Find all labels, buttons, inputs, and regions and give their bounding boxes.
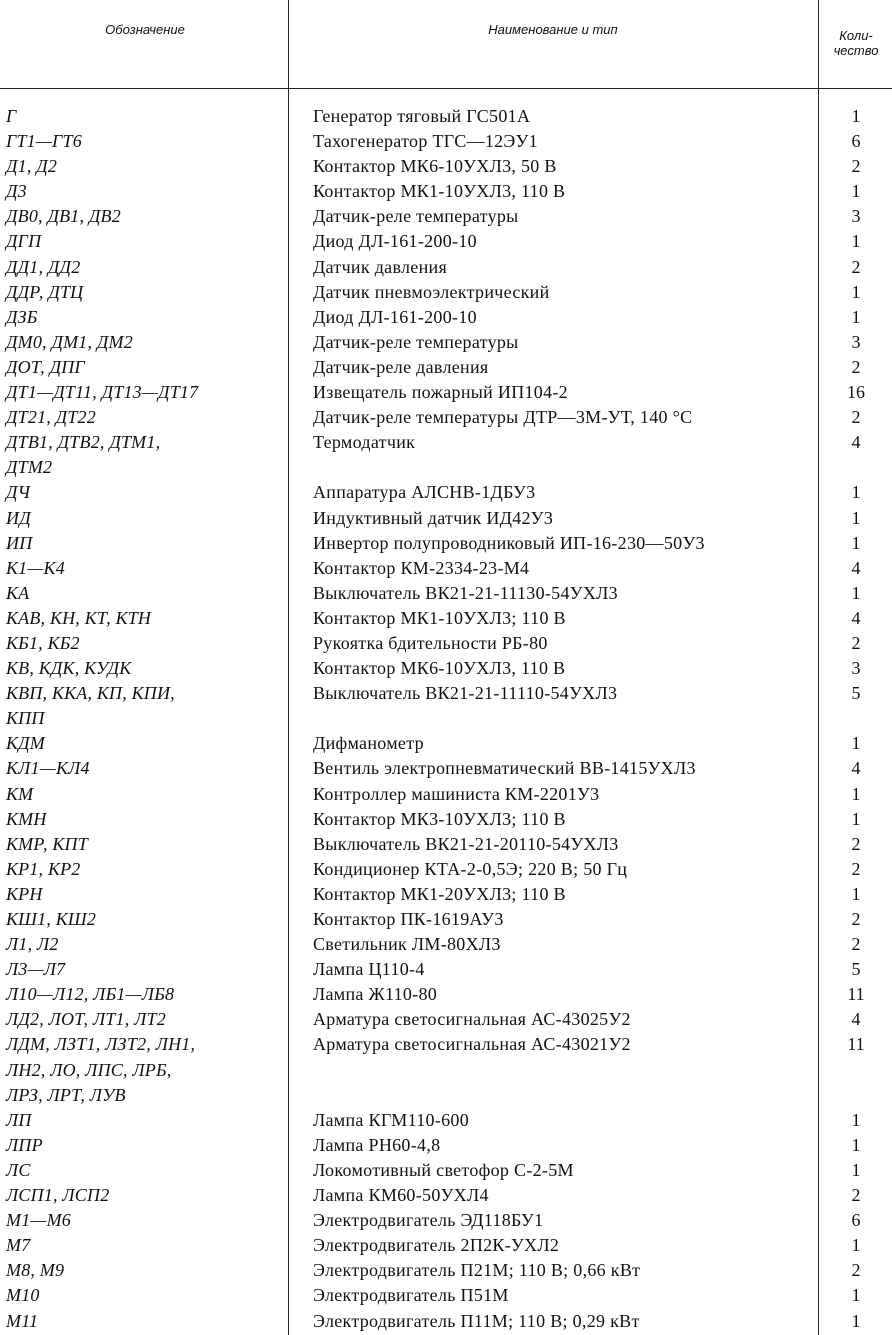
table-row (0, 405, 892, 430)
name-type-cell: Датчик пневмоэлектрический (313, 281, 550, 302)
quantity-cell: 1 (851, 883, 861, 904)
quantity-cell: 11 (847, 984, 865, 1005)
name-type-cell: Выключатель ВК21-21-11110-54УХЛ3 (313, 683, 618, 704)
designation-cell: КМ (6, 783, 34, 804)
designation-cell: ДВ0, ДВ1, ДВ2 (6, 206, 121, 227)
table-row (0, 355, 892, 380)
name-type-cell: Датчик-реле температуры (313, 206, 519, 227)
table-row (0, 531, 892, 556)
name-type-cell: Инвертор полупроводниковый ИП-16-230—50У3 (313, 532, 705, 553)
designation-cell: КМН (6, 808, 47, 829)
quantity-cell: 4 (851, 758, 861, 779)
designation-cell: ДТ1—ДТ11, ДТ13—ДТ17 (6, 382, 199, 403)
name-type-cell: Контактор МК1-20УХЛ3; 110 В (313, 883, 566, 904)
designation-cell: ДЧ (6, 482, 31, 503)
designation-cell: М11 (6, 1310, 39, 1331)
designation-cell: ДТВ1, ДТВ2, ДТМ1, ДТМ2 (6, 432, 161, 478)
designation-cell: ГТ1—ГТ6 (6, 131, 82, 152)
table-row (0, 104, 892, 129)
designation-cell: ЛС (6, 1159, 31, 1180)
table-row (0, 1032, 892, 1107)
table-row (0, 556, 892, 581)
table-row (0, 882, 892, 907)
table-row (0, 129, 892, 154)
designation-cell: КМР, КПТ (6, 833, 88, 854)
table-row (0, 957, 892, 982)
designation-cell: ДГП (6, 231, 42, 252)
designation-cell: ИП (6, 532, 33, 553)
header-code: Обозначение (105, 22, 185, 37)
name-type-cell: Датчик-реле давления (313, 356, 489, 377)
table-row (0, 1158, 892, 1183)
header-divider (0, 88, 892, 89)
quantity-cell: 4 (851, 557, 861, 578)
quantity-cell: 2 (851, 632, 861, 653)
designation-cell: КР1, КР2 (6, 858, 81, 879)
table-row (0, 581, 892, 606)
designation-cell: М10 (6, 1285, 40, 1306)
quantity-cell: 1 (851, 1134, 861, 1155)
name-type-cell: Лампа КГМ110-600 (313, 1109, 470, 1130)
table-row (0, 179, 892, 204)
name-type-cell: Электродвигатель ЭД118БУ1 (313, 1210, 544, 1231)
designation-cell: ЛДМ, ЛЗТ1, ЛЗТ2, ЛН1, ЛН2, ЛО, ЛПС, ЛРБ, ЛРЗ, ЛРТ, ЛУВ (6, 1034, 196, 1105)
name-type-cell: Контактор МК1-10УХЛ3; 110 В (313, 607, 566, 628)
quantity-cell: 11 (847, 1034, 865, 1055)
name-type-cell: Рукоятка бдительности РБ-80 (313, 632, 548, 653)
name-type-cell: Лампа РН60-4,8 (313, 1134, 441, 1155)
designation-cell: КРН (6, 883, 43, 904)
name-type-cell: Лампа Ц110-4 (313, 959, 425, 980)
quantity-cell: 1 (851, 306, 861, 327)
table-row (0, 1208, 892, 1233)
table-row (0, 330, 892, 355)
table-row (0, 731, 892, 756)
designation-cell: Д1, Д2 (6, 156, 58, 177)
designation-cell: КШ1, КШ2 (6, 909, 97, 929)
table-row (0, 1309, 892, 1334)
name-type-cell: Вентиль электропневматический ВВ-1415УХЛ3 (313, 758, 696, 779)
quantity-cell: 5 (851, 683, 861, 704)
table-row (0, 229, 892, 254)
designation-cell: Д3 (6, 181, 27, 202)
table-row (0, 480, 892, 505)
designation-cell: ЛП (6, 1109, 32, 1130)
designation-cell: Г (6, 106, 17, 126)
name-type-cell: Тахогенератор ТГС—12ЭУ1 (313, 131, 538, 152)
quantity-cell: 1 (851, 507, 861, 528)
designation-cell: КАВ, КН, КТ, КТН (6, 607, 152, 628)
quantity-cell: 2 (851, 356, 861, 377)
name-type-cell: Контроллер машиниста КМ-2201У3 (313, 783, 600, 804)
designation-cell: ДМ0, ДМ1, ДМ2 (6, 331, 133, 352)
table-row (0, 1007, 892, 1032)
quantity-cell: 2 (851, 909, 861, 929)
name-type-cell: Аппаратура АЛСНВ-1ДБУ3 (313, 482, 536, 503)
name-type-cell: Выключатель ВК21-21-11130-54УХЛ3 (313, 582, 618, 603)
designation-cell: КЛ1—КЛ4 (6, 758, 90, 779)
name-type-cell: Контактор МК6-10УХЛ3, 110 В (313, 658, 566, 679)
table-row (0, 606, 892, 631)
table-row (0, 807, 892, 832)
designation-cell: Л10—Л12, ЛБ1—ЛБ8 (6, 984, 175, 1005)
table-row (0, 1108, 892, 1133)
table-row (0, 305, 892, 330)
quantity-cell: 1 (851, 281, 861, 302)
designation-cell: КДМ (6, 733, 45, 754)
table-row (0, 1183, 892, 1208)
table-row (0, 255, 892, 280)
quantity-cell: 1 (851, 1109, 861, 1130)
designation-cell: КВ, КДК, КУДК (6, 658, 132, 679)
quantity-cell: 2 (851, 256, 861, 277)
designation-cell: ЛСП1, ЛСП2 (6, 1185, 110, 1206)
quantity-cell: 1 (851, 532, 861, 553)
designation-cell: ИД (6, 507, 31, 528)
quantity-cell: 2 (851, 1185, 861, 1206)
designation-cell: К1—К4 (6, 557, 65, 578)
name-type-cell: Датчик-реле температуры (313, 331, 519, 352)
name-type-cell: Извещатель пожарный ИП104-2 (313, 382, 568, 403)
table-body (0, 104, 892, 1334)
designation-cell: КВП, ККА, КП, КПИ, КПП (6, 683, 175, 729)
name-type-cell: Электродвигатель П21М; 110 В; 0,66 кВт (313, 1260, 641, 1281)
name-type-cell: Диод ДЛ-161-200-10 (313, 306, 477, 327)
quantity-cell: 4 (851, 432, 861, 453)
table-row (0, 506, 892, 531)
name-type-cell: Индуктивный датчик ИД42У3 (313, 507, 554, 528)
name-type-cell: Контактор ПК-1619АУ3 (313, 909, 504, 929)
quantity-cell: 3 (851, 206, 861, 227)
quantity-cell: 5 (851, 959, 861, 980)
table-row (0, 1233, 892, 1258)
quantity-cell: 1 (851, 733, 861, 754)
table-row (0, 982, 892, 1007)
name-type-cell: Дифманометр (313, 733, 424, 754)
name-type-cell: Контактор МК6-10УХЛ3, 50 В (313, 156, 557, 177)
table-row (0, 932, 892, 957)
quantity-cell: 4 (851, 607, 861, 628)
name-type-cell: Контактор КМ-2334-23-М4 (313, 557, 530, 578)
quantity-cell: 1 (851, 1285, 861, 1306)
table-row (0, 280, 892, 305)
quantity-cell: 1 (851, 783, 861, 804)
table-row (0, 1283, 892, 1308)
quantity-cell: 1 (851, 482, 861, 503)
designation-cell: Л1, Л2 (6, 934, 59, 955)
table-row (0, 782, 892, 807)
designation-cell: М1—М6 (6, 1210, 71, 1231)
quantity-cell: 1 (851, 106, 861, 126)
name-type-cell: Генератор тяговый ГС501А (313, 106, 531, 126)
name-type-cell: Датчик давления (313, 256, 448, 277)
name-type-cell: Датчик-реле температуры ДТР—3М-УТ, 140 °С (313, 407, 693, 428)
designation-cell: ЛД2, ЛОТ, ЛТ1, ЛТ2 (6, 1009, 166, 1030)
name-type-cell: Диод ДЛ-161-200-10 (313, 231, 477, 252)
name-type-cell: Термодатчик (313, 432, 416, 453)
table-row (0, 204, 892, 229)
designation-cell: ДЗБ (6, 306, 38, 327)
designation-cell: ДДР, ДТЦ (6, 281, 84, 302)
quantity-cell: 2 (851, 1260, 861, 1281)
header-qty: Коли- чество (833, 28, 879, 58)
table-row (0, 380, 892, 405)
quantity-cell: 6 (851, 1210, 861, 1231)
name-type-cell: Выключатель ВК21-21-20110-54УХЛ3 (313, 833, 619, 854)
table-row (0, 681, 892, 731)
table-row (0, 430, 892, 480)
name-type-cell: Арматура светосигнальная АС-43021У2 (313, 1034, 631, 1055)
table-row (0, 631, 892, 656)
name-type-cell: Контактор МК3-10УХЛ3; 110 В (313, 808, 566, 829)
table-row (0, 1258, 892, 1283)
quantity-cell: 1 (851, 1235, 861, 1256)
table-row (0, 154, 892, 179)
quantity-cell: 1 (851, 181, 861, 202)
name-type-cell: Лампа Ж110-80 (313, 984, 438, 1005)
quantity-cell: 1 (851, 231, 861, 252)
quantity-cell: 2 (851, 858, 861, 879)
designation-cell: КБ1, КБ2 (6, 632, 80, 653)
name-type-cell: Электродвигатель П11М; 110 В; 0,29 кВт (313, 1310, 640, 1331)
quantity-cell: 1 (851, 808, 861, 829)
quantity-cell: 2 (851, 156, 861, 177)
quantity-cell: 1 (851, 1159, 861, 1180)
quantity-cell: 2 (851, 934, 861, 955)
quantity-cell: 2 (851, 407, 861, 428)
header-name: Наименование и тип (488, 22, 618, 37)
designation-cell: ДД1, ДД2 (6, 256, 81, 277)
table-row (0, 756, 892, 781)
designation-cell: КА (6, 582, 30, 603)
name-type-cell: Локомотивный светофор С-2-5М (313, 1159, 574, 1180)
designation-cell: М7 (6, 1235, 31, 1256)
table-row (0, 832, 892, 857)
name-type-cell: Арматура светосигнальная АС-43025У2 (313, 1009, 631, 1030)
table-row (0, 656, 892, 681)
name-type-cell: Светильник ЛМ-80ХЛ3 (313, 934, 501, 955)
quantity-cell: 4 (851, 1009, 861, 1030)
designation-cell: ДТ21, ДТ22 (6, 407, 96, 428)
quantity-cell: 6 (851, 131, 861, 152)
quantity-cell: 1 (851, 582, 861, 603)
quantity-cell: 3 (851, 658, 861, 679)
name-type-cell: Электродвигатель 2П2К-УХЛ2 (313, 1235, 560, 1256)
designation-cell: Л3—Л7 (6, 959, 66, 980)
quantity-cell: 2 (851, 833, 861, 854)
designation-cell: М8, М9 (6, 1260, 65, 1281)
designation-cell: ЛПР (6, 1134, 43, 1155)
quantity-cell: 3 (851, 331, 861, 352)
quantity-cell: 16 (847, 382, 865, 403)
quantity-cell: 1 (851, 1310, 861, 1331)
designation-cell: ДОТ, ДПГ (6, 356, 85, 377)
name-type-cell: Электродвигатель П51М (313, 1285, 509, 1306)
name-type-cell: Кондиционер КТА-2-0,5Э; 220 В; 50 Гц (313, 858, 628, 879)
name-type-cell: Контактор МК1-10УХЛ3, 110 В (313, 181, 566, 202)
table-row (0, 907, 892, 932)
table-row (0, 1133, 892, 1158)
name-type-cell: Лампа КМ60-50УХЛ4 (313, 1185, 489, 1206)
table-row (0, 857, 892, 882)
